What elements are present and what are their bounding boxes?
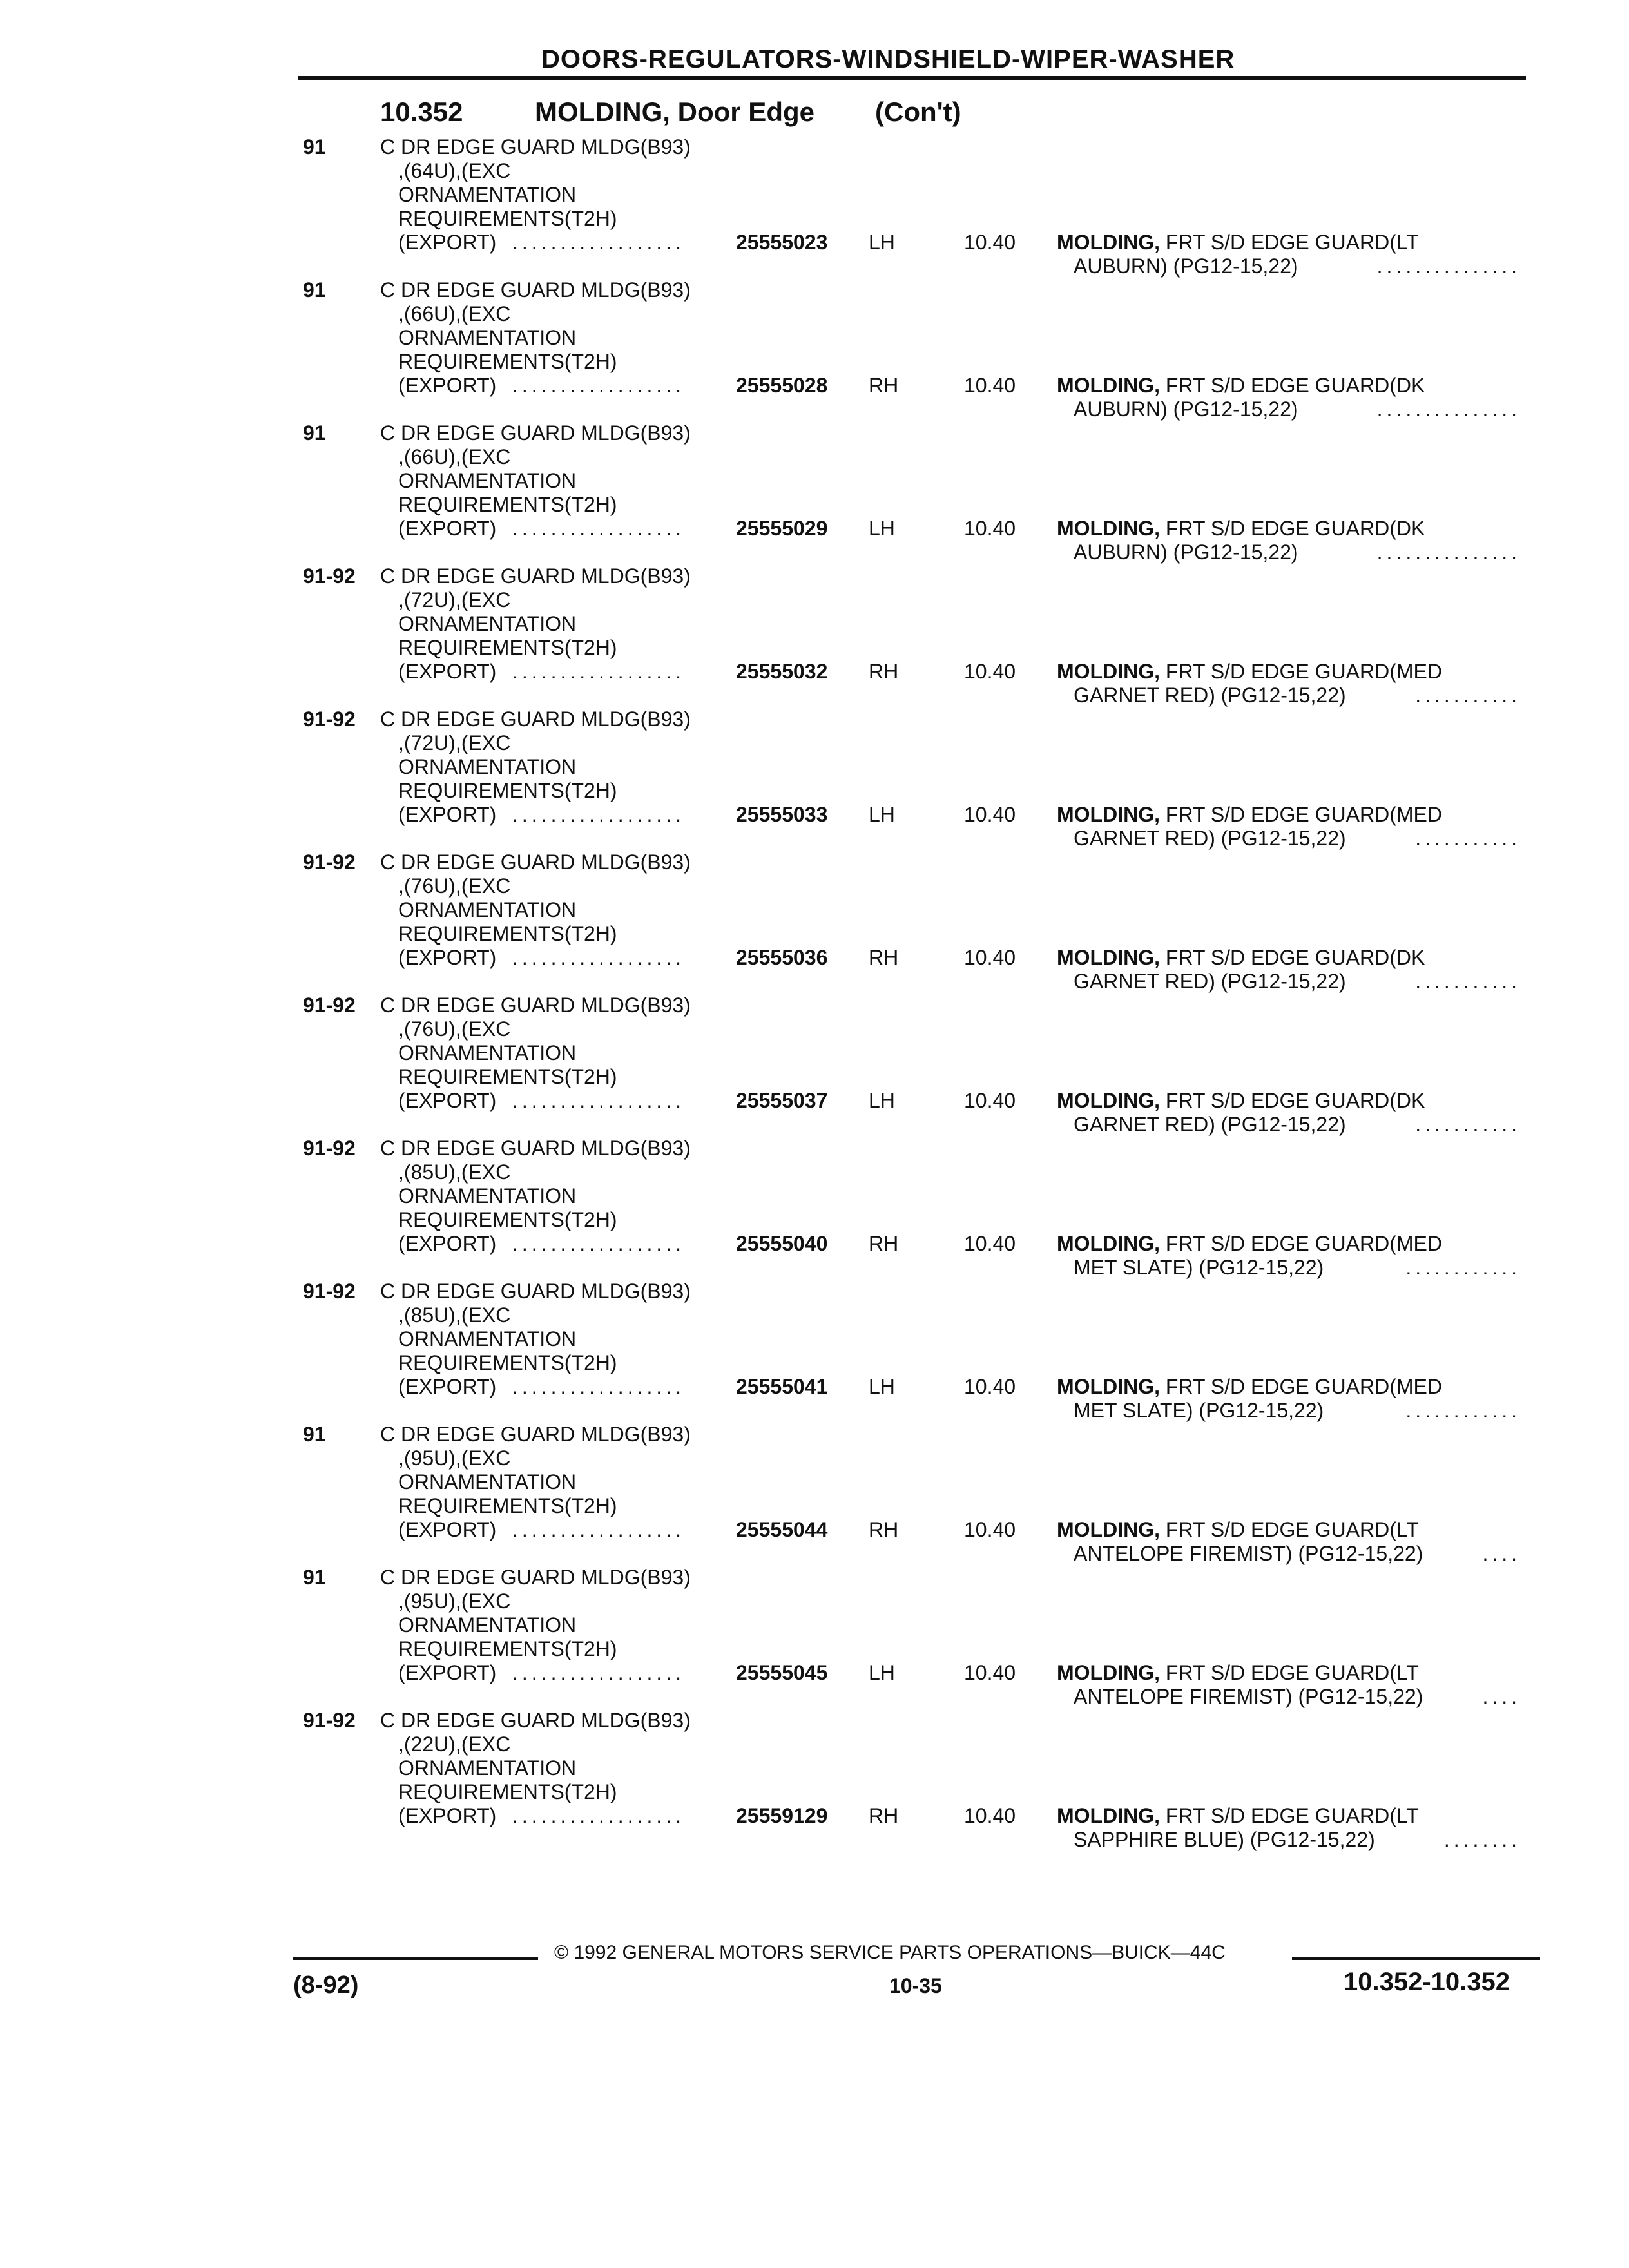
description-line: (EXPORT): [398, 374, 497, 397]
model-year: 91: [303, 1423, 326, 1446]
reference-keyword: MOLDING,: [1057, 1232, 1160, 1255]
side-code: LH: [869, 231, 895, 254]
model-year: 91: [303, 1566, 326, 1589]
description-line: REQUIREMENTS(T2H): [398, 1780, 617, 1803]
reference-keyword: MOLDING,: [1057, 374, 1160, 397]
reference-text: FRT S/D EDGE GUARD(MED: [1159, 803, 1442, 826]
description-line: ,(85U),(EXC: [398, 1303, 511, 1327]
leader-dots: ............: [1405, 1399, 1521, 1422]
description-line: REQUIREMENTS(T2H): [398, 350, 617, 373]
part-number: 25555040: [736, 1232, 828, 1255]
reference-text: FRT S/D EDGE GUARD(LT: [1159, 1518, 1419, 1541]
description-line: C DR EDGE GUARD MLDG(B93): [380, 564, 691, 588]
leader-dots: ..................: [512, 517, 686, 540]
part-number: 25555037: [736, 1089, 828, 1112]
side-code: LH: [869, 1661, 895, 1684]
description-line: ORNAMENTATION: [398, 469, 577, 492]
reference-text-continued: GARNET RED) (PG12-15,22): [1074, 970, 1346, 993]
list-item: [0, 1280, 1629, 1423]
description-line: (EXPORT): [398, 1232, 497, 1255]
leader-dots: ..................: [512, 231, 686, 254]
description-line: (EXPORT): [398, 946, 497, 969]
model-year: 91-92: [303, 850, 356, 874]
reference-description: [1057, 1661, 1419, 1685]
footer-rule-left: [293, 1957, 538, 1960]
leader-dots: ....: [1482, 1685, 1521, 1708]
reference-text: FRT S/D EDGE GUARD(MED: [1159, 1375, 1442, 1398]
description-line: ORNAMENTATION: [398, 1470, 577, 1494]
description-line: REQUIREMENTS(T2H): [398, 779, 617, 802]
leader-dots: ...........: [1415, 1113, 1521, 1136]
side-code: LH: [869, 1375, 895, 1398]
side-code: RH: [869, 1518, 899, 1541]
reference-keyword: MOLDING,: [1057, 1375, 1160, 1398]
model-year: 91-92: [303, 994, 356, 1017]
group-number: 10.40: [964, 374, 1016, 397]
list-item: [0, 1709, 1629, 1852]
leader-dots: ............: [1405, 1256, 1521, 1279]
description-line: ORNAMENTATION: [398, 755, 577, 778]
reference-text: FRT S/D EDGE GUARD(MED: [1159, 1232, 1442, 1255]
description-line: ,(72U),(EXC: [398, 731, 511, 754]
reference-text-continued: AUBURN) (PG12-15,22): [1074, 255, 1298, 278]
description-line: REQUIREMENTS(T2H): [398, 1351, 617, 1374]
footer-date: (8-92): [293, 1972, 359, 1999]
description-line: C DR EDGE GUARD MLDG(B93): [380, 1709, 691, 1732]
list-item: [0, 564, 1629, 707]
footer-section-range: 10.352-10.352: [1344, 1968, 1510, 1996]
description-line: REQUIREMENTS(T2H): [398, 1494, 617, 1517]
description-line: (EXPORT): [398, 1661, 497, 1684]
group-number: 10.40: [964, 1089, 1016, 1112]
description-line: ,(95U),(EXC: [398, 1446, 511, 1470]
reference-description: [1057, 1375, 1442, 1399]
description-line: C DR EDGE GUARD MLDG(B93): [380, 421, 691, 445]
part-number: 25555045: [736, 1661, 828, 1684]
description-line: (EXPORT): [398, 1804, 497, 1827]
description-line: REQUIREMENTS(T2H): [398, 1637, 617, 1660]
leader-dots: ..................: [512, 374, 686, 397]
list-item: [0, 1423, 1629, 1566]
description-line: ,(72U),(EXC: [398, 588, 511, 611]
reference-description: [1057, 517, 1425, 541]
model-year: 91-92: [303, 564, 356, 588]
description-line: (EXPORT): [398, 231, 497, 254]
list-item: [0, 994, 1629, 1137]
description-line: ORNAMENTATION: [398, 898, 577, 921]
model-year: 91: [303, 135, 326, 159]
leader-dots: ...........: [1415, 684, 1521, 707]
part-number: 25559129: [736, 1804, 828, 1827]
reference-keyword: MOLDING,: [1057, 1518, 1160, 1541]
leader-dots: ...............: [1376, 255, 1521, 278]
description-line: (EXPORT): [398, 803, 497, 826]
model-year: 91-92: [303, 1137, 356, 1160]
description-line: C DR EDGE GUARD MLDG(B93): [380, 135, 691, 159]
page-header-title: DOORS-REGULATORS-WINDSHIELD-WIPER-WASHER: [541, 45, 1235, 73]
footer-rule-right: [1292, 1957, 1540, 1960]
description-line: (EXPORT): [398, 1375, 497, 1398]
side-code: LH: [869, 1089, 895, 1112]
reference-text: FRT S/D EDGE GUARD(MED: [1159, 660, 1442, 683]
description-line: REQUIREMENTS(T2H): [398, 207, 617, 230]
group-number: 10.40: [964, 1804, 1016, 1827]
side-code: RH: [869, 660, 899, 683]
description-line: C DR EDGE GUARD MLDG(B93): [380, 1280, 691, 1303]
description-line: C DR EDGE GUARD MLDG(B93): [380, 1137, 691, 1160]
leader-dots: ..................: [512, 803, 686, 826]
reference-text: FRT S/D EDGE GUARD(LT: [1159, 1804, 1419, 1827]
description-line: ORNAMENTATION: [398, 1756, 577, 1780]
description-line: ,(66U),(EXC: [398, 445, 511, 468]
reference-keyword: MOLDING,: [1057, 231, 1160, 254]
leader-dots: ........: [1443, 1828, 1521, 1851]
group-number: 10.40: [964, 1661, 1016, 1684]
group-number: 10.40: [964, 517, 1016, 540]
leader-dots: ...............: [1376, 398, 1521, 421]
description-line: REQUIREMENTS(T2H): [398, 1208, 617, 1231]
section-number: 10.352: [380, 97, 463, 127]
description-line: C DR EDGE GUARD MLDG(B93): [380, 707, 691, 731]
reference-text: FRT S/D EDGE GUARD(LT: [1159, 231, 1419, 254]
reference-text: FRT S/D EDGE GUARD(DK: [1159, 1089, 1425, 1112]
reference-text-continued: GARNET RED) (PG12-15,22): [1074, 827, 1346, 850]
reference-description: [1057, 803, 1442, 827]
description-line: ,(22U),(EXC: [398, 1733, 511, 1756]
side-code: RH: [869, 946, 899, 969]
leader-dots: ...........: [1415, 827, 1521, 850]
reference-keyword: MOLDING,: [1057, 660, 1160, 683]
side-code: RH: [869, 374, 899, 397]
list-item: [0, 421, 1629, 564]
part-number: 25555041: [736, 1375, 828, 1398]
side-code: LH: [869, 517, 895, 540]
description-line: ORNAMENTATION: [398, 1327, 577, 1350]
description-line: ORNAMENTATION: [398, 326, 577, 349]
side-code: RH: [869, 1232, 899, 1255]
reference-text-continued: ANTELOPE FIREMIST) (PG12-15,22): [1074, 1685, 1423, 1708]
reference-description: [1057, 231, 1419, 255]
footer-page-number: 10-35: [889, 1974, 942, 1997]
list-item: [0, 1566, 1629, 1709]
model-year: 91-92: [303, 1709, 356, 1732]
leader-dots: ..................: [512, 1518, 686, 1541]
reference-text: FRT S/D EDGE GUARD(LT: [1159, 1661, 1419, 1684]
description-line: C DR EDGE GUARD MLDG(B93): [380, 994, 691, 1017]
description-line: C DR EDGE GUARD MLDG(B93): [380, 1423, 691, 1446]
description-line: REQUIREMENTS(T2H): [398, 922, 617, 945]
description-line: ORNAMENTATION: [398, 612, 577, 635]
description-line: (EXPORT): [398, 660, 497, 683]
reference-text-continued: MET SLATE) (PG12-15,22): [1074, 1399, 1324, 1422]
part-number: 25555028: [736, 374, 828, 397]
description-line: C DR EDGE GUARD MLDG(B93): [380, 278, 691, 302]
description-line: ORNAMENTATION: [398, 1613, 577, 1637]
list-item: [0, 707, 1629, 850]
part-number: 25555032: [736, 660, 828, 683]
header-rule: [298, 76, 1526, 80]
model-year: 91: [303, 421, 326, 445]
description-line: REQUIREMENTS(T2H): [398, 1065, 617, 1088]
list-item: [0, 850, 1629, 994]
leader-dots: ...........: [1415, 970, 1521, 993]
description-line: (EXPORT): [398, 1089, 497, 1112]
description-line: REQUIREMENTS(T2H): [398, 636, 617, 659]
list-item: [0, 1137, 1629, 1280]
group-number: 10.40: [964, 946, 1016, 969]
group-number: 10.40: [964, 660, 1016, 683]
description-line: REQUIREMENTS(T2H): [398, 493, 617, 516]
description-line: ,(95U),(EXC: [398, 1590, 511, 1613]
group-number: 10.40: [964, 1375, 1016, 1398]
leader-dots: ..................: [512, 1089, 686, 1112]
description-line: ,(76U),(EXC: [398, 874, 511, 898]
description-line: ORNAMENTATION: [398, 183, 577, 206]
description-line: ORNAMENTATION: [398, 1041, 577, 1064]
reference-text-continued: SAPPHIRE BLUE) (PG12-15,22): [1074, 1828, 1375, 1851]
leader-dots: ....: [1482, 1542, 1521, 1565]
reference-text: FRT S/D EDGE GUARD(DK: [1159, 374, 1425, 397]
description-line: ,(85U),(EXC: [398, 1160, 511, 1184]
reference-keyword: MOLDING,: [1057, 1089, 1160, 1112]
reference-description: [1057, 946, 1425, 970]
reference-text: FRT S/D EDGE GUARD(DK: [1159, 517, 1425, 540]
model-year: 91-92: [303, 1280, 356, 1303]
model-year: 91-92: [303, 707, 356, 731]
part-number: 25555033: [736, 803, 828, 826]
reference-text: FRT S/D EDGE GUARD(DK: [1159, 946, 1425, 969]
reference-description: [1057, 1518, 1419, 1542]
group-number: 10.40: [964, 803, 1016, 826]
list-item: [0, 135, 1629, 278]
model-year: 91: [303, 278, 326, 302]
reference-description: [1057, 660, 1442, 684]
section-continued: (Con't): [875, 97, 961, 127]
reference-text-continued: MET SLATE) (PG12-15,22): [1074, 1256, 1324, 1279]
footer-copyright: © 1992 GENERAL MOTORS SERVICE PARTS OPERATIONS—BUICK—44C: [554, 1942, 1226, 1963]
part-number: 25555036: [736, 946, 828, 969]
description-line: C DR EDGE GUARD MLDG(B93): [380, 850, 691, 874]
group-number: 10.40: [964, 231, 1016, 254]
reference-text-continued: ANTELOPE FIREMIST) (PG12-15,22): [1074, 1542, 1423, 1565]
group-number: 10.40: [964, 1518, 1016, 1541]
reference-text-continued: AUBURN) (PG12-15,22): [1074, 541, 1298, 564]
part-number: 25555044: [736, 1518, 828, 1541]
description-line: ,(76U),(EXC: [398, 1017, 511, 1041]
side-code: RH: [869, 1804, 899, 1827]
leader-dots: ..................: [512, 1804, 686, 1827]
reference-keyword: MOLDING,: [1057, 1804, 1160, 1827]
description-line: (EXPORT): [398, 517, 497, 540]
description-line: ,(64U),(EXC: [398, 159, 511, 182]
leader-dots: ..................: [512, 1661, 686, 1684]
description-line: ,(66U),(EXC: [398, 302, 511, 325]
leader-dots: ..................: [512, 1375, 686, 1398]
description-line: C DR EDGE GUARD MLDG(B93): [380, 1566, 691, 1589]
reference-keyword: MOLDING,: [1057, 803, 1160, 826]
reference-description: [1057, 374, 1425, 398]
reference-keyword: MOLDING,: [1057, 1661, 1160, 1684]
description-line: (EXPORT): [398, 1518, 497, 1541]
reference-description: [1057, 1804, 1419, 1828]
side-code: LH: [869, 803, 895, 826]
section-title: MOLDING, Door Edge: [535, 97, 815, 127]
reference-keyword: MOLDING,: [1057, 946, 1160, 969]
reference-text-continued: AUBURN) (PG12-15,22): [1074, 398, 1298, 421]
description-line: ORNAMENTATION: [398, 1184, 577, 1207]
part-number: 25555023: [736, 231, 828, 254]
reference-text-continued: GARNET RED) (PG12-15,22): [1074, 684, 1346, 707]
reference-keyword: MOLDING,: [1057, 517, 1160, 540]
reference-description: [1057, 1232, 1442, 1256]
reference-text-continued: GARNET RED) (PG12-15,22): [1074, 1113, 1346, 1136]
group-number: 10.40: [964, 1232, 1016, 1255]
leader-dots: ..................: [512, 1232, 686, 1255]
part-number: 25555029: [736, 517, 828, 540]
leader-dots: ..................: [512, 660, 686, 683]
leader-dots: ..................: [512, 946, 686, 969]
reference-description: [1057, 1089, 1425, 1113]
leader-dots: ...............: [1376, 541, 1521, 564]
list-item: [0, 278, 1629, 421]
